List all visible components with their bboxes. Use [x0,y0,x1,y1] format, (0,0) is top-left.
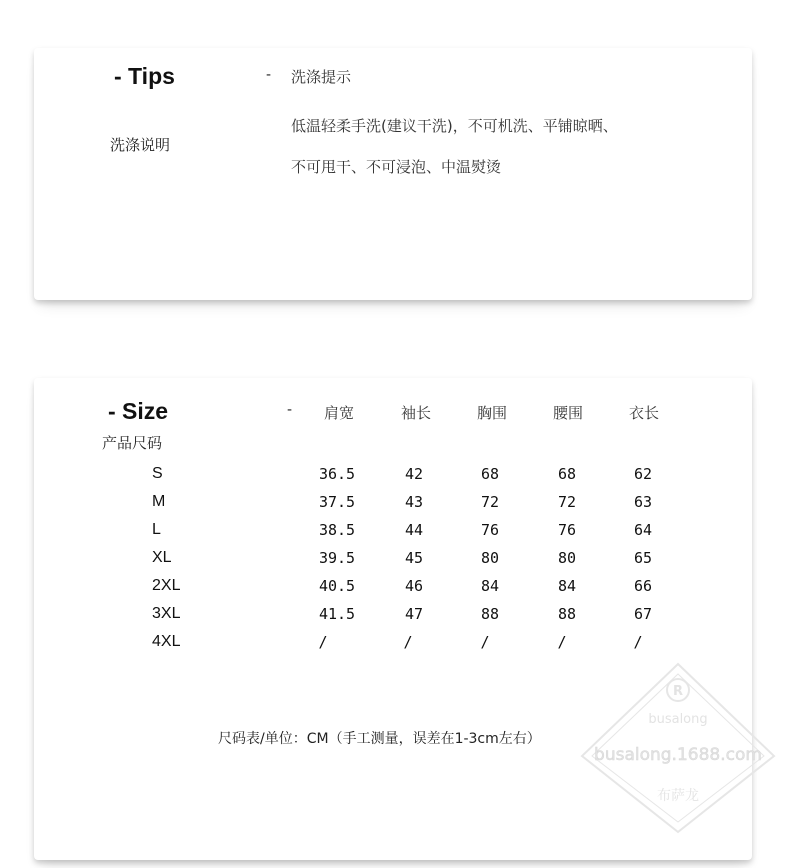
value-cell: 36.5 [318,465,356,483]
value-cell: / [480,633,490,651]
value-cell: 84 [480,577,500,595]
value-cell: 65 [633,549,653,567]
size-cell: S [152,465,163,482]
value-cell: 88 [557,605,577,623]
value-cell: 67 [633,605,653,623]
size-cell: XL [152,549,172,566]
value-cell: 38.5 [318,521,356,539]
table-row [0,493,790,515]
table-row [0,577,790,599]
tips-subtitle: 洗涤提示 [291,68,352,86]
value-cell: / [557,633,567,651]
value-cell: 84 [557,577,577,595]
value-cell: 72 [480,493,500,511]
value-cell: 66 [633,577,653,595]
value-cell: / [633,633,643,651]
table-row [0,549,790,571]
value-cell: 76 [557,521,577,539]
tips-label: 洗涤说明 [110,136,171,154]
table-row [0,605,790,627]
value-cell: 41.5 [318,605,356,623]
value-cell: 80 [480,549,500,567]
value-cell: 62 [633,465,653,483]
value-cell: 42 [404,465,424,483]
value-cell: 46 [404,577,424,595]
value-cell: 40.5 [318,577,356,595]
column-header-shoulder: 肩宽 [323,404,354,422]
value-cell: 39.5 [318,549,356,567]
column-header-length: 衣长 [628,404,659,422]
size-label: 产品尺码 [102,434,163,452]
tips-line-1: 低温轻柔手洗(建议干洗)，不可机洗、平铺晾晒、 [291,117,618,135]
watermark-mark: R [672,684,684,699]
size-cell: 4XL [152,633,181,650]
size-cell: L [152,521,161,538]
value-cell: 45 [404,549,424,567]
size-cell: 3XL [152,605,181,622]
value-cell: 43 [404,493,424,511]
value-cell: 80 [557,549,577,567]
value-cell: 44 [404,521,424,539]
tips-dash: - [266,67,272,83]
size-cell: M [152,493,166,510]
column-header-chest: 胸围 [476,404,507,422]
value-cell: / [318,633,328,651]
value-cell: 88 [480,605,500,623]
value-cell: / [403,633,413,651]
watermark-line-3: 布萨龙 [657,788,699,804]
value-cell: 47 [404,605,424,623]
size-heading: - Size [108,398,169,424]
size-cell: 2XL [152,577,181,594]
measurement-note: 尺码表/单位：CM（手工测量，误差在1-3cm左右） [218,731,541,747]
tips-heading: - Tips [114,63,175,89]
table-row [0,465,790,487]
value-cell: 68 [557,465,577,483]
watermark-line-1: busalong [648,712,708,727]
tips-line-2: 不可甩干、不可浸泡、中温熨烫 [291,158,502,176]
table-row [0,521,790,543]
column-header-waist: 腰围 [552,404,583,422]
value-cell: 72 [557,493,577,511]
table-row [0,633,790,655]
watermark-line-2: busalong.1688.com [594,745,762,765]
column-header-sleeve: 袖长 [400,404,431,422]
value-cell: 37.5 [318,493,356,511]
value-cell: 63 [633,493,653,511]
value-cell: 76 [480,521,500,539]
value-cell: 68 [480,465,500,483]
size-dash: - [287,402,293,418]
value-cell: 64 [633,521,653,539]
